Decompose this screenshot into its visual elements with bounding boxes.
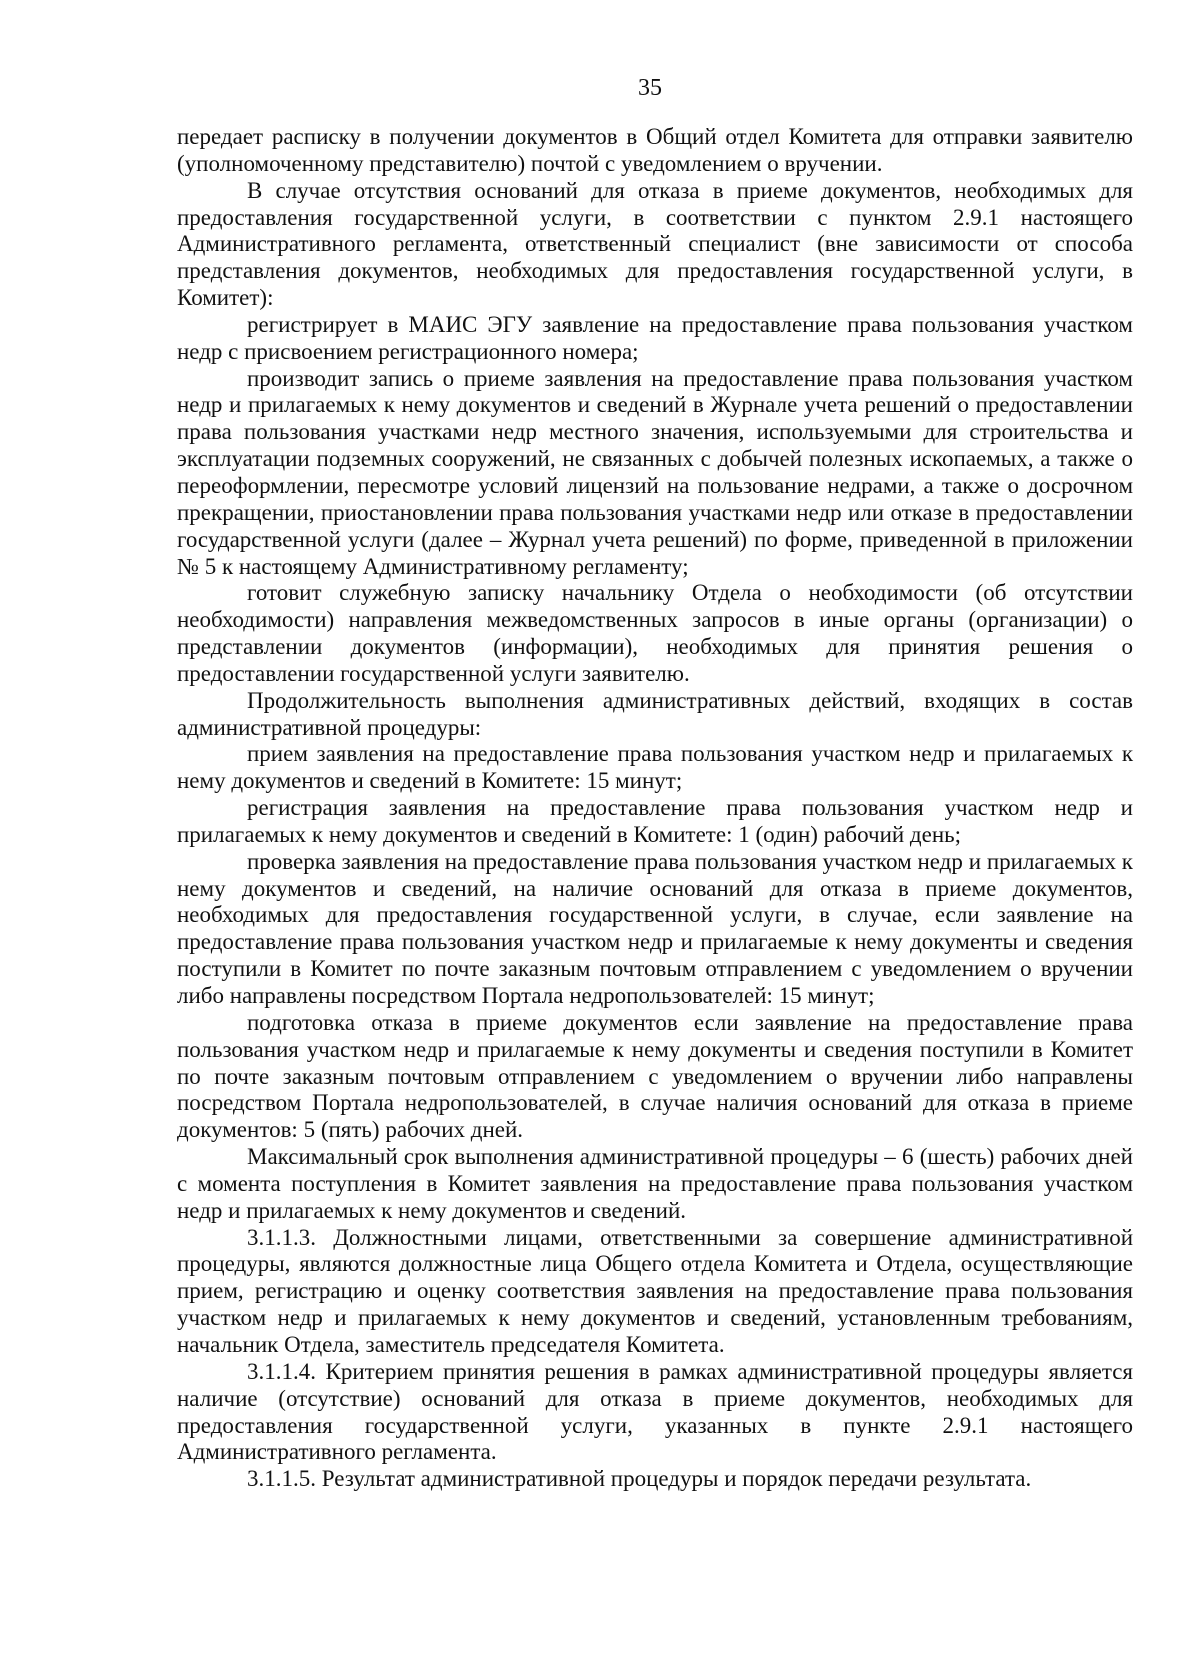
- paragraph-section-3-1-1-4: 3.1.1.4. Критерием принятия решения в рамках административной процедуры является наличие (отсутствие) оснований для отказа в приеме документов, необходимых для предоставления государственной услуги, указанных в пункте 2.9.1 настоящего Административного регламента.: [177, 1358, 1133, 1465]
- page-number: 35: [638, 75, 662, 101]
- paragraph-section-3-1-1-3: 3.1.1.3. Должностными лицами, ответственными за совершение административной процедуры, являются должностные лица Общего отдела Комитета и Отдела, осуществляющие прием, регистрацию и оценку соответствия заявления на предоставление права пользования участком недр и прилагаемых к нему документов и сведений, установленным требованиям, начальник Отдела, заместитель председателя Комитета.: [177, 1224, 1133, 1357]
- paragraph-registration-duration: регистрация заявления на предоставление права пользования участком недр и прилагаемых к нему документов и сведений в Комитете: 1 (один) рабочий день;: [177, 795, 1133, 847]
- paragraph-maximum-term: Максимальный срок выполнения административной процедуры – 6 (шесть) рабочих дней с момента поступления в Комитет заявления на предоставление права пользования участком недр и прилагаемых к нему документов и сведений.: [177, 1144, 1133, 1223]
- paragraph-continuation: передает расписку в получении документов в Общий отдел Комитета для отправки заявителю (уполномоченному представителю) почтой с уведомлением о вручении.: [177, 124, 1133, 176]
- document-body: [177, 124, 1133, 1493]
- paragraph-service-note: готовит служебную записку начальнику Отдела о необходимости (об отсутствии необходимости) направления межведомственных запросов в иные органы (организации) о представлении документов (информации), необходимых для принятия решения о предоставлении государственной услуги заявителю.: [177, 580, 1133, 686]
- paragraph-refusal-preparation: подготовка отказа в приеме документов если заявление на предоставление права пользования участком недр и прилагаемые к нему документы и сведения поступили в Комитет по почте заказным почтовым отправлением с уведомлением о вручении либо направлены посредством Портала недропользователей, в случае наличия оснований для отказа в приеме документов: 5 (пять) рабочих дней.: [177, 1009, 1133, 1143]
- paragraph-section-3-1-1-5: 3.1.1.5. Результат административной процедуры и порядок передачи результата.: [247, 1466, 1032, 1492]
- paragraph-reception-duration: прием заявления на предоставление права пользования участком недр и прилагаемых к нему документов и сведений в Комитете: 15 минут;: [177, 741, 1133, 794]
- paragraph-journal-entry: производит запись о приеме заявления на предоставление права пользования участком недр и прилагаемых к нему документов и сведений в Журнале учета решений о предоставлении права пользования участками недр местного значения, используемыми для строительства и эксплуатации подземных сооружений, не связанных с добычей полезных ископаемых, а также о переоформлении, пересмотре условий лицензий на пользование недрами, а также о досрочном прекращении, приостановлении права пользования участками недр или отказе в предоставлении государственной услуги (далее – Журнал учета решений) по форме, приведенной в приложении № 5 к настоящему Административному регламенту;: [177, 365, 1133, 579]
- paragraph-duration-intro: Продолжительность выполнения административных действий, входящих в состав административной процедуры:: [177, 687, 1133, 740]
- paragraph-check-duration: проверка заявления на предоставление права пользования участком недр и прилагаемых к нему документов и сведений, на наличие оснований для отказа в приеме документов, необходимых для предоставления государственной услуги, в случае, если заявление на предоставление права пользования участком недр и прилагаемые к нему документы и сведения поступили в Комитет по почте заказным почтовым отправлением с уведомлением о вручении либо направлены посредством Портала недропользователей: 15 минут;: [177, 848, 1133, 1008]
- paragraph-no-grounds-refusal: В случае отсутствия оснований для отказа в приеме документов, необходимых для предоставления государственной услуги, в соответствии с пунктом 2.9.1 настоящего Административного регламента, ответственный специалист (вне зависимости от способа представления документов, необходимых для предоставления государственной услуги, в Комитет):: [177, 177, 1133, 311]
- paragraph-registers-application: регистрирует в МАИС ЭГУ заявление на предоставление права пользования участком недр с присвоением регистрационного номера;: [177, 311, 1133, 364]
